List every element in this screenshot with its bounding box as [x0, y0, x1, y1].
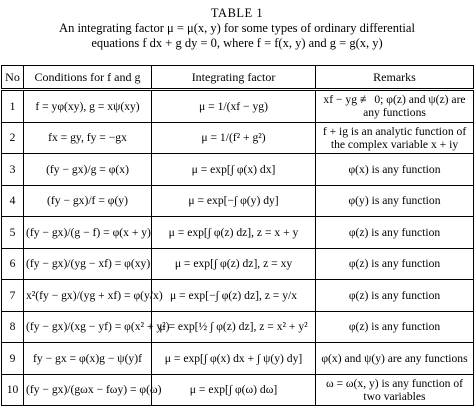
row-factor: μ = 1/(xf − yg): [152, 90, 316, 123]
row-remark: φ(z) is any function: [316, 217, 474, 249]
row-factor: μ = exp[−∫ φ(z) dz], z = y/x: [152, 280, 316, 312]
header-no: No: [2, 66, 24, 90]
row-condition: (fy − gx)/g = φ(x): [24, 154, 152, 186]
table-caption: [0, 0, 474, 51]
row-condition: fx = gy, fy = −gx: [24, 122, 152, 154]
header-row: [2, 66, 474, 90]
header-factor: Integrating factor: [152, 66, 316, 90]
table-row: [2, 280, 474, 312]
row-remark: φ(z) is any function: [316, 248, 474, 280]
row-condition: (fy − gx)/f = φ(y): [24, 185, 152, 217]
row-remark: φ(z) is any function: [316, 280, 474, 312]
row-factor: μ = exp[∫ φ(z) dz], z = xy: [152, 248, 316, 280]
table-row: [2, 217, 474, 249]
table-row: [2, 311, 474, 343]
table-row: [2, 374, 474, 406]
row-number: 10: [2, 374, 24, 406]
row-number: 6: [2, 248, 24, 280]
caption-line-1: An integrating factor μ = μ(x, y) for some types of ordinary differential: [59, 21, 415, 35]
row-factor: μ = exp[∫ φ(x) dx]: [152, 154, 316, 186]
row-number: 9: [2, 343, 24, 375]
header-remarks: Remarks: [316, 66, 474, 90]
row-factor: μ = exp[−∫ φ(y) dy]: [152, 185, 316, 217]
row-factor: μ = exp[½ ∫ φ(z) dz], z = x² + y²: [152, 311, 316, 343]
row-remark: φ(y) is any function: [316, 185, 474, 217]
table-row: [2, 248, 474, 280]
row-condition: (fy − gx)/(g − f) = φ(x + y): [24, 217, 152, 249]
row-number: 7: [2, 280, 24, 312]
row-condition: fy − gx = φ(x)g − ψ(y)f: [24, 343, 152, 375]
caption-line-2: equations f dx + g dy = 0, where f = f(x, y) and g = g(x, y): [91, 36, 383, 50]
row-condition: (fy − gx)/(yg − xf) = φ(xy): [24, 248, 152, 280]
row-condition: x²(fy − gx)/(yg + xf) = φ(y/x): [24, 280, 152, 312]
table-row: [2, 90, 474, 123]
table-title: TABLE 1: [210, 6, 264, 20]
row-number: 1: [2, 90, 24, 123]
table-row: [2, 343, 474, 375]
row-condition: (fy − gx)/(xg − yf) = φ(x² + y²): [24, 311, 152, 343]
row-factor: μ = exp[∫ φ(z) dz], z = x + y: [152, 217, 316, 249]
row-remark: f + ig is an analytic function of the complex variable x + iy: [316, 122, 474, 154]
row-remark: φ(x) is any function: [316, 154, 474, 186]
row-condition: f = yφ(xy), g = xψ(xy): [24, 90, 152, 123]
row-number: 2: [2, 122, 24, 154]
row-number: 3: [2, 154, 24, 186]
table-row: [2, 122, 474, 154]
row-remark: xf − yg ≢ 0; φ(z) and ψ(z) are any functions: [316, 90, 474, 123]
table-row: [2, 154, 474, 186]
row-remark: φ(x) and ψ(y) are any functions: [316, 343, 474, 375]
row-number: 4: [2, 185, 24, 217]
row-remark: ω = ω(x, y) is any function of two variables: [316, 374, 474, 406]
row-factor: μ = 1/(f² + g²): [152, 122, 316, 154]
row-remark: φ(z) is any function: [316, 311, 474, 343]
row-number: 5: [2, 217, 24, 249]
header-conditions: Conditions for f and g: [24, 66, 152, 90]
row-number: 8: [2, 311, 24, 343]
table-row: [2, 185, 474, 217]
row-condition: (fy − gx)/(gωx − fωy) = φ(ω): [24, 374, 152, 406]
row-factor: μ = exp[∫ φ(x) dx + ∫ ψ(y) dy]: [152, 343, 316, 375]
row-factor: μ = exp[∫ φ(ω) dω]: [152, 374, 316, 406]
integrating-factor-table: [1, 65, 474, 406]
